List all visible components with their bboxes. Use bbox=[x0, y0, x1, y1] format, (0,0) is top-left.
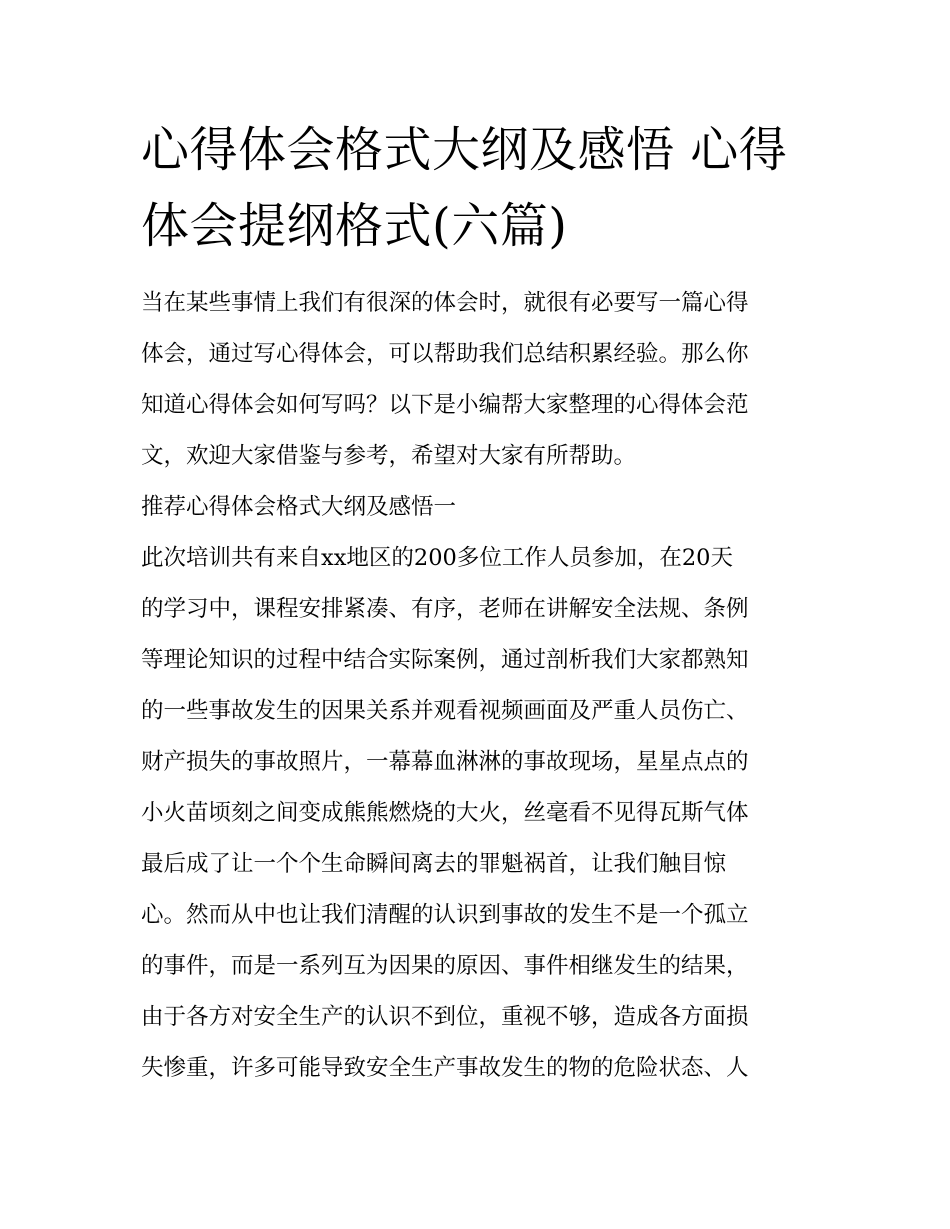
section-line: 小火苗顷刻之间变成熊熊燃烧的大火，丝毫看不见得瓦斯气体 bbox=[141, 800, 749, 826]
section-line: 的学习中，课程安排紧凑、有序，老师在讲解安全法规、条例 bbox=[141, 596, 749, 622]
section-line: 此次培训共有来自xx地区的200多位工作人员参加，在20天 bbox=[141, 545, 733, 571]
section-line: 心。然而从中也让我们清醒的认识到事故的发生不是一个孤立 bbox=[141, 902, 749, 928]
section-line: 最后成了让一个个生命瞬间离去的罪魁祸首，让我们触目惊 bbox=[141, 851, 727, 877]
intro-line: 当在某些事情上我们有很深的体会时，就很有必要写一篇心得 bbox=[141, 290, 749, 316]
section-line: 的事件，而是一系列互为因果的原因、事件相继发生的结果， bbox=[141, 953, 749, 979]
section-line: 的一些事故发生的因果关系并观看视频画面及严重人员伤亡、 bbox=[141, 698, 749, 724]
title-line: 体会提纲格式(六篇) bbox=[141, 198, 568, 254]
section-heading: 推荐心得体会格式大纲及感悟一 bbox=[141, 494, 457, 520]
section-line: 财产损失的事故照片，一幕幕血淋淋的事故现场，星星点点的 bbox=[141, 749, 749, 775]
section-paragraph bbox=[141, 533, 813, 1094]
section-line: 等理论知识的过程中结合实际案例，通过剖析我们大家都熟知 bbox=[141, 647, 749, 673]
intro-line: 文，欢迎大家借鉴与参考，希望对大家有所帮助。 bbox=[141, 443, 637, 469]
intro-line: 体会，通过写心得体会，可以帮助我们总结积累经验。那么你 bbox=[141, 341, 749, 367]
intro-paragraph bbox=[141, 278, 813, 482]
document-title bbox=[141, 112, 813, 264]
title-spacer bbox=[141, 264, 813, 278]
document-content bbox=[141, 112, 813, 1094]
section-line: 由于各方对安全生产的认识不到位，重视不够，造成各方面损 bbox=[141, 1004, 749, 1030]
section-line: 失惨重，许多可能导致安全生产事故发生的物的危险状态、人 bbox=[141, 1055, 749, 1081]
intro-line: 知道心得体会如何写吗？以下是小编帮大家整理的心得体会范 bbox=[141, 392, 749, 418]
title-line: 心得体会格式大纲及感悟 心得 bbox=[141, 122, 788, 178]
